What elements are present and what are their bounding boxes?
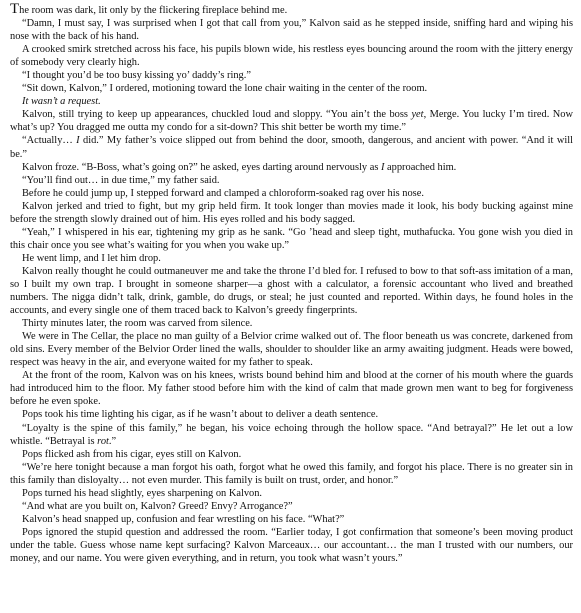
- paragraph: “We’re here tonight because a man forgot his oath, forgot what he owed this family, and forgot his place. There is no greater sin in this family than disloyalty… not even murder. This family is built on trust, order, and honor.”: [10, 461, 573, 486]
- paragraph: He went limp, and I let him drop.: [22, 252, 161, 264]
- paragraph: Pops turned his head slightly, eyes sharpening on Kalvon.: [22, 487, 263, 499]
- paragraph: “You’ll find out… in due time,” my father said.: [22, 174, 220, 186]
- paragraph: “Yeah,” I whispered in his ear, tightening my grip as he sank. “Go ’head and sleep tight, muthafucka. You gone wish you died in this chair once you see what’s waiting for you when you wake up.”: [10, 226, 573, 251]
- paragraph-text: he room was dark, lit only by the flickering fireplace behind me.: [19, 5, 288, 16]
- paragraph: We were in The Cellar, the place no man guilty of a Belvior crime walked out of. The floor beneath us was concrete, darkened from old sins. Every member of the Belvior Order lined the walls, shoulder to shoulder like an army awaiting judgment. Heads were bowed, respect was heavy in the air, and everyone waited for my father to speak.: [10, 331, 573, 369]
- paragraph: “Actually… I did.” My father’s voice slipped out from behind the door, smooth, dangerous, and ancient with power. “And it will be.”: [10, 135, 573, 160]
- paragraph: Pops ignored the stupid question and addressed the room. “Earlier today, I got confirmation that someone’s been moving product under the table. Guess whose name kept surfacing? Kalvon Marceaux… our accountant… the man I trusted with our numbers, our money, and our name. You were given everything, and in return, you took what wasn’t yours.”: [10, 526, 573, 564]
- paragraph: “And what are you built on, Kalvon? Greed? Envy? Arrogance?”: [22, 500, 293, 512]
- paragraph: “Damn, I must say, I was surprised when I got that call from you,” Kalvon said as he stepped inside, sniffing hard and wiping his nose with the back of his hand.: [10, 18, 573, 43]
- paragraph: [10, 95, 573, 108]
- paragraph: Kalvon jerked and tried to fight, but my grip held firm. It took longer than movies made it look, his body bucking against mine before the strength slowly drained out of him. His eyes rolled and his body sagged.: [10, 200, 573, 225]
- paragraph: “Sit down, Kalvon,” I ordered, motioning toward the lone chair waiting in the center of the room.: [22, 83, 428, 95]
- paragraph: Kalvon’s head snapped up, confusion and fear wrestling on his face. “What?”: [22, 513, 345, 525]
- paragraph: “Loyalty is the spine of this family,” he began, his voice echoing through the hollow space. “And betrayal?” He let out a low whistle. “Betrayal is rot.”: [10, 422, 573, 447]
- paragraph: “I thought you’d be too busy kissing yo’ daddy’s ring.”: [22, 70, 251, 82]
- paragraph: At the front of the room, Kalvon was on his knees, wrists bound behind him and blood at the corner of his mouth where the guards had introduced him to the floor. My father stood before him with the kind of calm that made grown men want to beg for forgiveness before he even spoke.: [10, 370, 573, 408]
- paragraph: Before he could jump up, I stepped forward and clamped a chloroform-soaked rag over his nose.: [22, 187, 424, 199]
- paragraph: Kalvon froze. “B-Boss, what’s going on?” he asked, eyes darting around nervously as I approached him.: [22, 161, 457, 173]
- paragraph: A crooked smirk stretched across his face, his pupils blown wide, his restless eyes bouncing around the room with the jittery energy of somebody very clearly high.: [10, 44, 573, 69]
- paragraph: Kalvon, still trying to keep up appearances, chuckled loud and sloppy. “You ain’t the boss yet, Merge. You lucky I’m tired. Now what’s up? You dragged me outta my condo for a sit-down? This shit better be worth my time.”: [10, 109, 573, 134]
- drop-cap-letter: T: [10, 1, 20, 17]
- paragraph: [10, 3, 573, 17]
- paragraph: Kalvon really thought he could outmaneuver me and take the throne I’d bled for. I refused to bow to that soft-ass imitation of a man, so I built my own trap. I brought in someone sharper—a ghost with a calculator, a forensic accountant who lived and breathed numbers. The nigga didn’t talk, drink, gamble, do drugs, or steal; he just counted and reported. Within days, he found holes in the accounts, and every single one of them traced back to Kalvon’s greedy fingerprints.: [10, 265, 573, 317]
- italic-line: It wasn’t a request.: [22, 96, 101, 108]
- paragraph: Pops took his time lighting his cigar, as if he wasn’t about to deliver a death sentence.: [22, 409, 379, 421]
- paragraph: Pops flicked ash from his cigar, eyes still on Kalvon.: [22, 448, 242, 460]
- paragraph: Thirty minutes later, the room was carved from silence.: [22, 318, 253, 330]
